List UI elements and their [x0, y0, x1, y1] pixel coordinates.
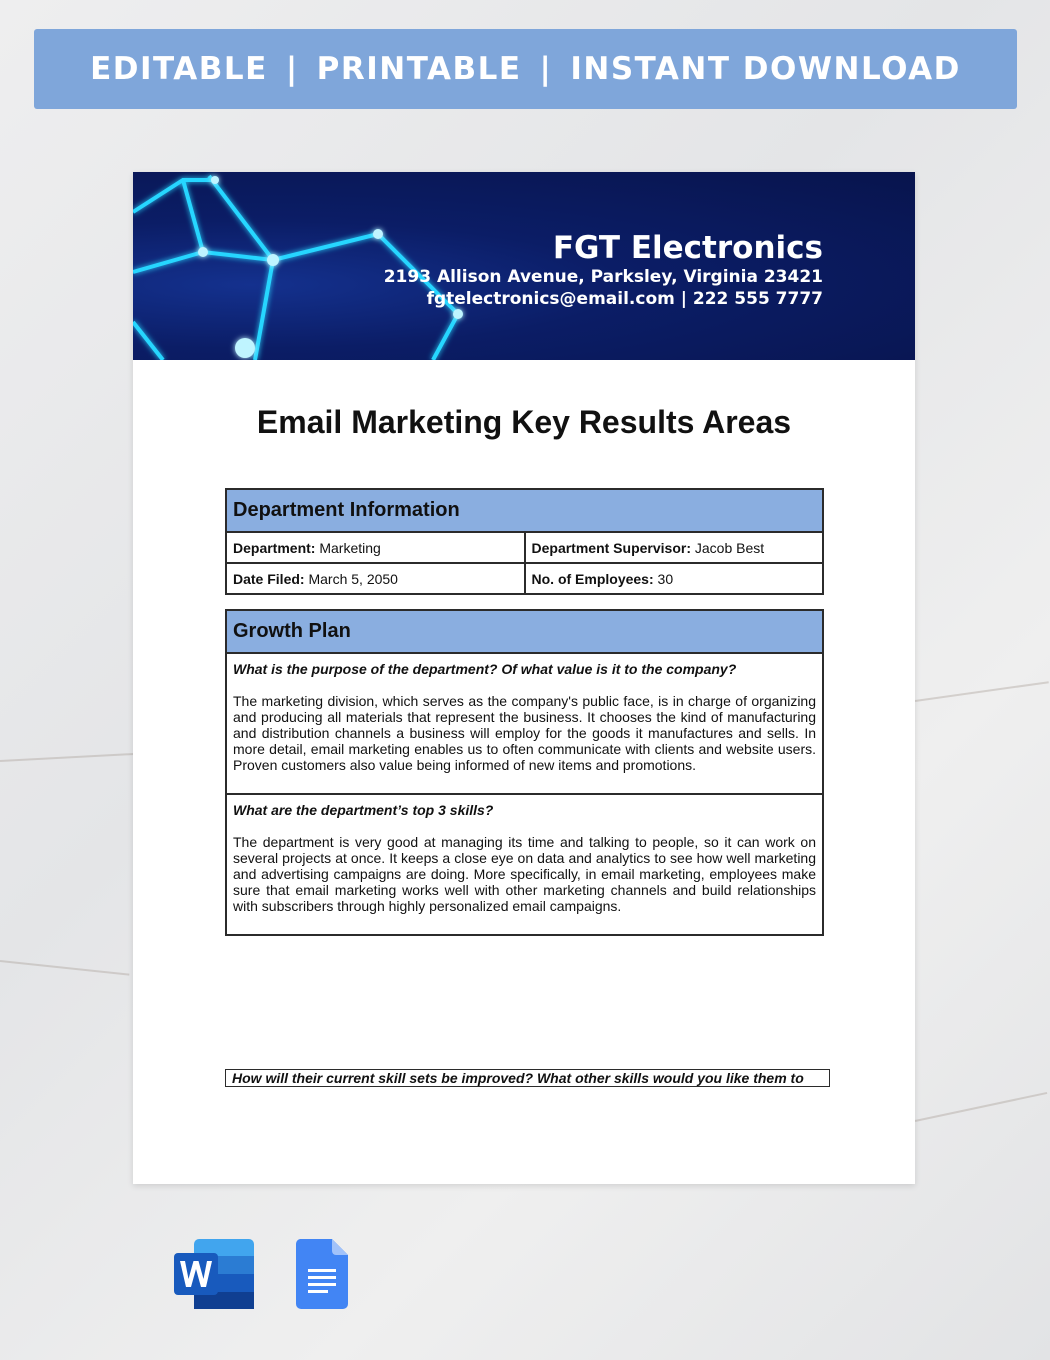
department-label: Department: — [233, 539, 316, 556]
banner-printable: PRINTABLE — [316, 51, 522, 87]
top-banner — [34, 29, 1017, 109]
date-filed-cell — [226, 563, 525, 594]
supervisor-cell — [525, 532, 824, 563]
purpose-question: What is the purpose of the department? Of what value is it to the company? — [233, 661, 737, 677]
skills-answer: The department is very good at managing its time and talking to people, so it can work on several projects at once. It keeps a close eye on data and analytics to see how well marketing and advertising campaigns are doing. More specifically, in email marketing, employees make sure that email marketing works well with other marketing channels and build relationships with subscribers through highly personalized email campaigns. — [233, 834, 816, 914]
marble-vein — [915, 681, 1049, 702]
date-filed-label: Date Filed: — [233, 570, 305, 587]
supervisor-value: Jacob Best — [694, 539, 765, 556]
company-info — [384, 230, 823, 310]
marble-vein — [915, 1092, 1047, 1122]
department-value: Marketing — [319, 539, 381, 556]
banner-instant-download: INSTANT DOWNLOAD — [570, 51, 961, 87]
employees-label: No. of Employees: — [531, 570, 654, 587]
department-cell — [226, 532, 525, 563]
company-address: 2193 Allison Avenue, Parksley, Virginia 23421 — [383, 267, 823, 287]
purpose-cell — [226, 653, 823, 794]
purpose-answer: The marketing division, which serves as the company's public face, is in charge of organizing and producing all materials that represent the business. It chooses the kind of manufacturing and distribution channels a business will employ for the goods it manufactures and sells. In more detail, email marketing enables us to often communicate with clients and website users. Proven customers also value being informed of new items and promotions. — [233, 693, 816, 773]
skills-cell — [226, 794, 823, 935]
company-name: FGT Electronics — [552, 230, 823, 266]
microsoft-word-icon — [174, 1239, 254, 1309]
department-info-heading: Department Information — [226, 489, 823, 532]
skills-question: What are the department’s top 3 skills? — [233, 802, 494, 818]
employees-cell — [525, 563, 824, 594]
growth-plan-heading: Growth Plan — [226, 610, 823, 653]
banner-separator: | — [285, 51, 299, 87]
letterhead — [133, 172, 915, 360]
document-page — [133, 172, 915, 1184]
company-contact: fgtelectronics@email.com | 222 555 7777 — [426, 289, 823, 309]
marble-vein — [0, 960, 129, 976]
growth-plan-table — [225, 609, 824, 936]
date-filed-value: March 5, 2050 — [308, 570, 398, 587]
supervisor-label: Department Supervisor: — [531, 539, 691, 556]
department-info-table — [225, 488, 824, 595]
google-docs-icon — [296, 1239, 348, 1309]
improvement-question: How will their current skill sets be improved? What other skills would you like them to — [225, 1069, 830, 1087]
employees-value: 30 — [657, 570, 674, 587]
banner-separator: | — [539, 51, 553, 87]
document-title: Email Marketing Key Results Areas — [256, 404, 792, 440]
banner-editable: EDITABLE — [90, 51, 268, 87]
